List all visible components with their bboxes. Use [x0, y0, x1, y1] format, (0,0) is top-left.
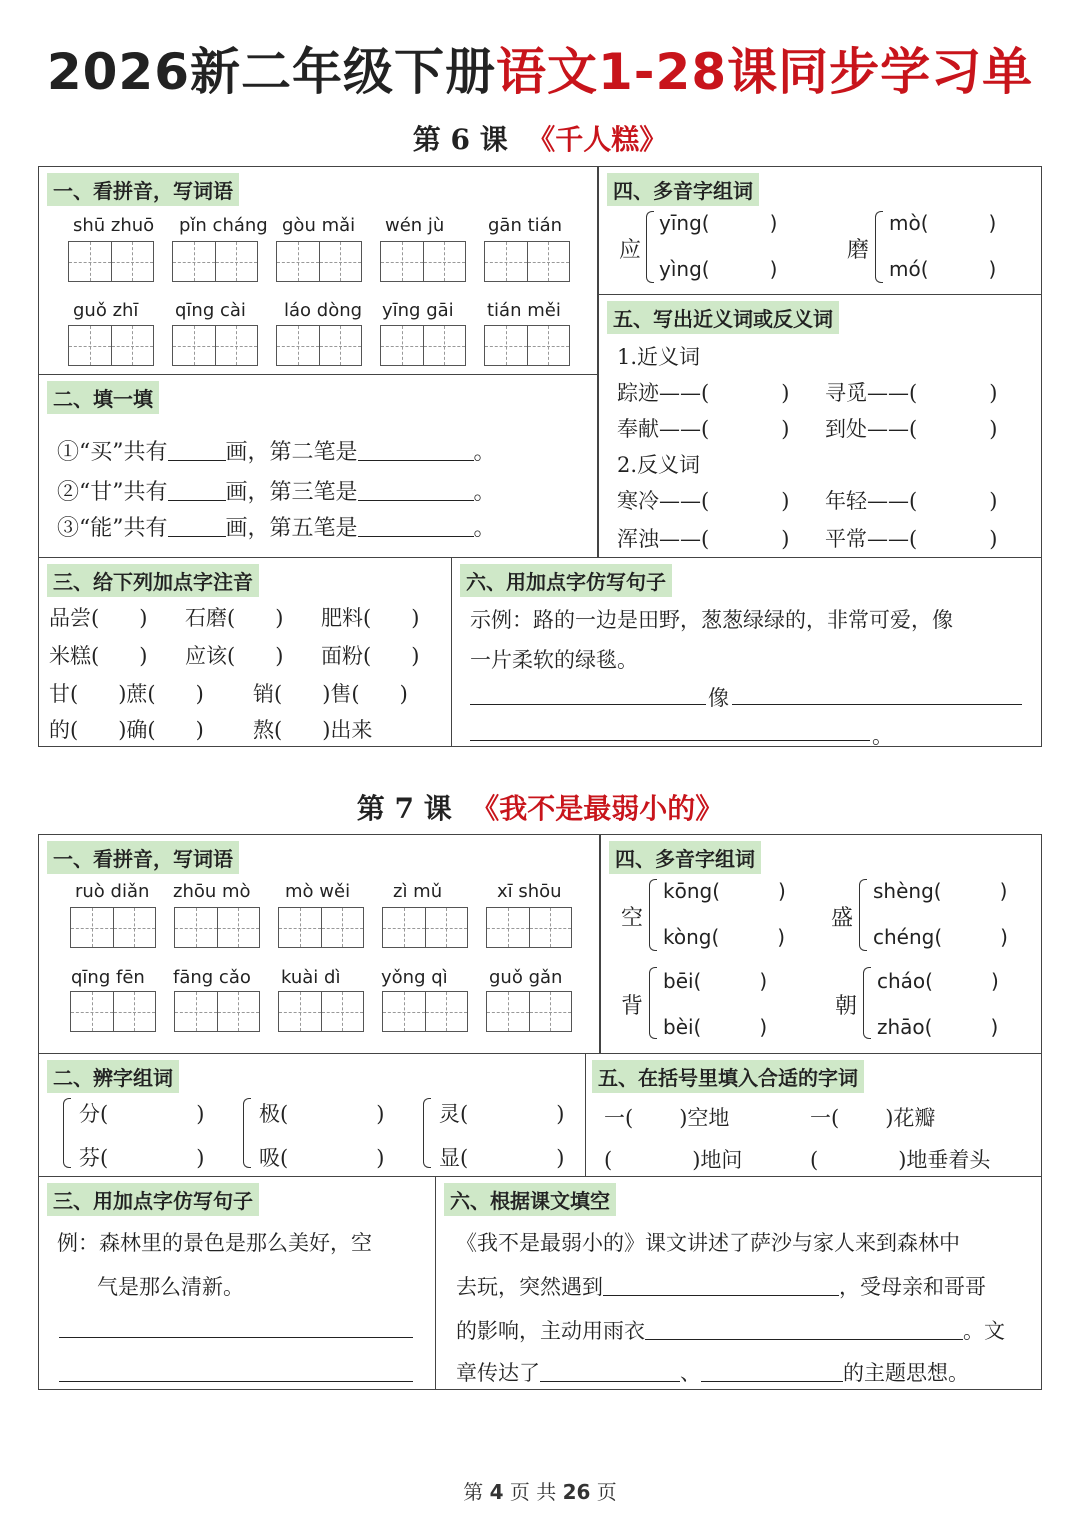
lesson7-number: 第 7 课: [356, 792, 452, 825]
lesson6-number: 第 6 课: [412, 123, 508, 156]
phonetic-item: 石磨( ): [185, 606, 284, 630]
example-line-1: 示例：路的一边是田野，葱葱绿绿的，非常可爱，像: [470, 608, 953, 632]
writing-grid[interactable]: [380, 325, 466, 366]
pinyin-label: kuài dì: [281, 967, 341, 988]
pinyin-label: gān tián: [488, 215, 563, 236]
poly-item: kōng( ): [663, 879, 786, 903]
l7-pinyin-panel: [38, 834, 600, 1054]
title-black: 2026新二年级下册: [46, 43, 497, 101]
pinyin-label: guǒ gǎn: [489, 967, 563, 988]
lesson7-name: 《我不是最弱小的》: [471, 792, 724, 825]
l7-s4-tag: 四、多音字组词: [609, 841, 761, 874]
writing-grid[interactable]: [382, 907, 468, 948]
pinyin-label: yīng gāi: [382, 300, 454, 321]
word-pair: 寻觅——( ): [825, 381, 998, 405]
l6-s3-tag: 三、给下列加点字注音: [47, 564, 259, 597]
writing-grid[interactable]: [278, 991, 364, 1032]
answer-blank[interactable]: [701, 1361, 843, 1382]
l6-s5-tag: 五、写出近义词或反义词: [607, 301, 839, 334]
l6-phonetic-panel: [38, 557, 452, 747]
like-word: 像: [708, 686, 729, 710]
l6-s2-tag: 二、填一填: [47, 381, 159, 414]
poly-char: 应: [619, 238, 642, 263]
subheading: 1.近义词: [617, 345, 701, 369]
example-line-2: 一片柔软的绿毯。: [470, 648, 638, 672]
answer-blank[interactable]: [168, 439, 226, 461]
word-pair: 芬( ): [79, 1146, 205, 1170]
poly-item: yìng( ): [659, 257, 778, 281]
pinyin-label: pǐn cháng: [179, 215, 268, 236]
writing-grid[interactable]: [380, 241, 466, 282]
pinyin-label: shū zhuō: [73, 215, 155, 236]
brace: [646, 211, 654, 283]
pinyin-label: gòu mǎi: [282, 215, 356, 236]
l7-fillword-panel: [585, 1053, 1042, 1177]
phonetic-item: 米糕( ): [49, 644, 148, 668]
pinyin-label: xī shōu: [497, 881, 562, 902]
l7-s5-tag: 五、在括号里填入合适的字词: [592, 1060, 864, 1093]
word-pair: 浑浊——( ): [617, 527, 790, 551]
title-red: 语文1-28课同步学习单: [496, 43, 1034, 101]
subheading: 2.反义词: [617, 453, 701, 477]
pinyin-label: ruò diǎn: [75, 881, 150, 902]
answer-blank[interactable]: [603, 1275, 839, 1296]
writing-grid[interactable]: [484, 241, 570, 282]
poly-item: kòng( ): [663, 925, 786, 949]
answer-blank[interactable]: [358, 439, 474, 461]
pinyin-label: mò wěi: [285, 881, 351, 902]
lesson6-name: 《千人糕》: [527, 123, 668, 156]
answer-blank[interactable]: [645, 1319, 963, 1340]
l6-s4-tag: 四、多音字组词: [607, 173, 759, 206]
writing-grid[interactable]: [172, 325, 258, 366]
answer-line[interactable]: [59, 1337, 413, 1338]
phonetic-item: 应该( ): [185, 644, 284, 668]
cloze-line-1: 《我不是最弱小的》课文讲述了萨沙与家人来到森林中: [456, 1231, 960, 1255]
fill-item: ( )地问: [604, 1148, 743, 1172]
pinyin-label: yǒng qì: [381, 967, 448, 988]
poly-item: yīng( ): [659, 211, 778, 235]
answer-blank[interactable]: [358, 479, 474, 501]
poly-item: bēi( ): [663, 969, 768, 993]
l6-s6-tag: 六、用加点字仿写句子: [460, 564, 672, 597]
word-pair: 吸( ): [259, 1146, 385, 1170]
l7-distinguish-panel: [38, 1053, 586, 1177]
writing-grid[interactable]: [70, 991, 156, 1032]
l6-synonym-panel: [598, 294, 1042, 558]
l6-s1-tag: 一、看拼音，写词语: [47, 173, 239, 206]
answer-line[interactable]: [732, 704, 1022, 705]
answer-blank[interactable]: [540, 1361, 680, 1382]
l7-imitate-panel: [38, 1176, 436, 1390]
phonetic-item: 的( )确( ): [49, 718, 204, 742]
poly-item: chéng( ): [873, 925, 1008, 949]
phonetic-item: 甘( )蔗( ): [49, 682, 204, 706]
example-line-2: 气是那么清新。: [97, 1275, 244, 1299]
lesson6-title: [0, 118, 1080, 158]
answer-blank[interactable]: [168, 479, 226, 501]
fill-item: 一( )花瓣: [810, 1106, 936, 1130]
l6-pinyin-panel: [38, 166, 598, 376]
word-pair: 年轻——( ): [825, 489, 998, 513]
brace: [875, 211, 883, 283]
poly-char: 朝: [835, 994, 858, 1019]
poly-item: mò( ): [889, 211, 997, 235]
pinyin-label: láo dòng: [284, 300, 363, 321]
cloze-line-4: 章传达了 、 的主题思想。: [456, 1361, 969, 1385]
poly-char: 背: [621, 994, 644, 1019]
word-pair: 寒冷——( ): [617, 489, 790, 513]
pinyin-label: qīng cài: [175, 300, 246, 321]
pinyin-label: zhōu mò: [173, 881, 251, 902]
word-pair: 极( ): [259, 1102, 385, 1126]
poly-item: zhāo( ): [877, 1015, 999, 1039]
cloze-line-2: 去玩，突然遇到 ，受母亲和哥哥: [456, 1275, 986, 1299]
page-footer: 第 4 页 共 26 页: [463, 1480, 617, 1504]
phonetic-item: 肥料( ): [321, 606, 420, 630]
page-title: [0, 32, 1080, 104]
poly-char: 磨: [847, 238, 870, 263]
fill-item: 一( )空地: [604, 1106, 730, 1130]
brace: [649, 967, 657, 1039]
pinyin-label: fāng cǎo: [173, 967, 251, 988]
word-pair: 奉献——( ): [617, 417, 790, 441]
l7-s3-tag: 三、用加点字仿写句子: [47, 1183, 259, 1216]
writing-grid[interactable]: [276, 241, 362, 282]
l6-imitate-panel: [451, 557, 1042, 747]
word-pair: 到处——( ): [825, 417, 998, 441]
answer-line[interactable]: [470, 740, 870, 741]
l6-fill-panel: [38, 374, 598, 558]
fill-line-3: ③“能”共有 画，第五笔是 。: [57, 516, 496, 541]
writing-grid[interactable]: [276, 325, 362, 366]
fill-line-2: ②“甘”共有 画，第三笔是 。: [57, 480, 496, 505]
writing-grid[interactable]: [70, 907, 156, 948]
total-pages: 26: [562, 1480, 591, 1504]
l7-s1-tag: 一、看拼音，写词语: [47, 841, 239, 874]
poly-item: mó( ): [889, 257, 997, 281]
answer-line[interactable]: [59, 1381, 413, 1382]
lesson7-title: [0, 787, 1080, 827]
brace: [63, 1098, 71, 1168]
answer-blank[interactable]: [358, 515, 474, 537]
phonetic-item: 熬( )出来: [253, 718, 373, 742]
word-pair: 踪迹——( ): [617, 381, 790, 405]
l7-s2-tag: 二、辨字组词: [47, 1060, 179, 1093]
pinyin-label: guǒ zhī: [73, 300, 139, 321]
writing-grid[interactable]: [382, 991, 468, 1032]
pinyin-label: qīng fēn: [71, 967, 145, 988]
l7-s6-tag: 六、根据课文填空: [444, 1183, 616, 1216]
l7-polyphone-panel: [600, 834, 1042, 1054]
brace: [859, 879, 867, 951]
answer-line[interactable]: [470, 704, 706, 705]
writing-grid[interactable]: [174, 907, 260, 948]
poly-item: shèng( ): [873, 879, 1008, 903]
phonetic-item: 面粉( ): [321, 644, 420, 668]
phonetic-item: 销( )售( ): [253, 682, 408, 706]
poly-char: 盛: [831, 906, 854, 931]
brace: [863, 967, 871, 1039]
writing-grid[interactable]: [486, 991, 572, 1032]
writing-grid[interactable]: [484, 325, 570, 366]
poly-char: 空: [621, 906, 644, 931]
fill-line-1: ①“买”共有 画，第二笔是 。: [57, 440, 496, 465]
l6-polyphone-panel: [598, 166, 1042, 296]
brace: [649, 879, 657, 951]
word-pair: 灵( ): [439, 1102, 565, 1126]
writing-grid[interactable]: [172, 241, 258, 282]
l7-cloze-panel: [435, 1176, 1042, 1390]
poly-item: bèi( ): [663, 1015, 768, 1039]
phonetic-item: 品尝( ): [49, 606, 148, 630]
current-page: 4: [489, 1480, 504, 1504]
poly-item: cháo( ): [877, 969, 999, 993]
fill-item: ( )地垂着头: [810, 1148, 991, 1172]
brace: [243, 1098, 251, 1168]
pinyin-label: zì mǔ: [393, 881, 443, 902]
word-pair: 平常——( ): [825, 527, 998, 551]
writing-grid[interactable]: [68, 325, 154, 366]
answer-blank[interactable]: [168, 515, 226, 537]
writing-grid[interactable]: [174, 991, 260, 1032]
cloze-line-3: 的影响，主动用雨衣 。文: [456, 1319, 1005, 1343]
brace: [423, 1098, 431, 1168]
example-line-1: 例：森林里的景色是那么美好，空: [57, 1231, 372, 1255]
pinyin-label: tián měi: [487, 300, 561, 321]
period: 。: [872, 724, 893, 748]
writing-grid[interactable]: [486, 907, 572, 948]
word-pair: 显( ): [439, 1146, 565, 1170]
pinyin-label: wén jù: [385, 215, 445, 236]
word-pair: 分( ): [79, 1102, 205, 1126]
writing-grid[interactable]: [68, 241, 154, 282]
writing-grid[interactable]: [278, 907, 364, 948]
